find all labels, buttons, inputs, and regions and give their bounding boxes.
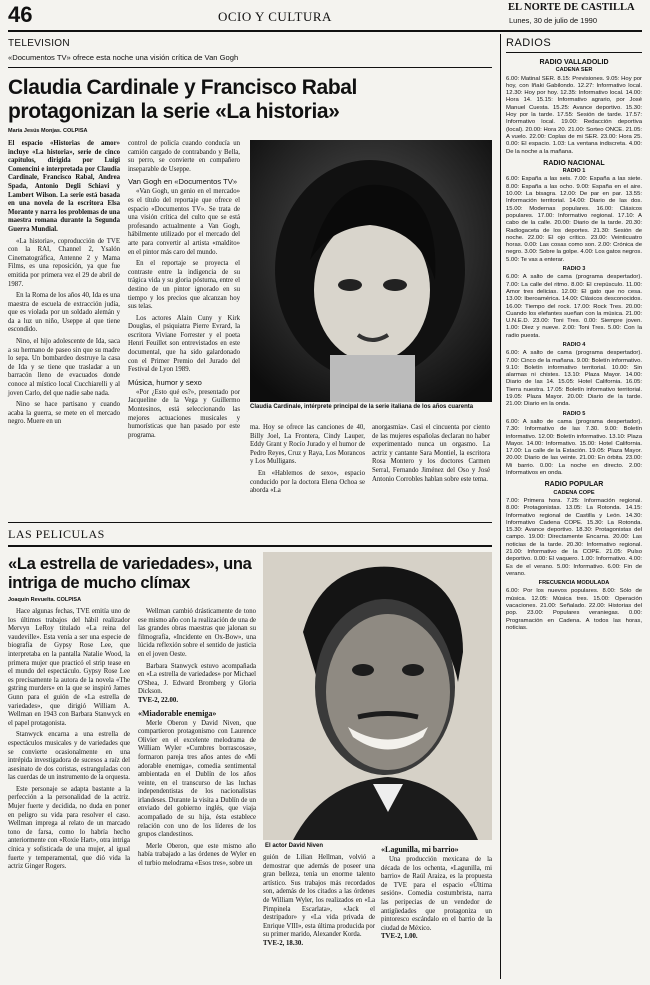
radio-schedule: 6.00: A salto de cama (programa despertador). 7.00: La calle del ritmo. 8.00: El crepúsculo. 11.00: Amor tres delicias. 12.00: El gato que no cesa. 13.00: Iberoamérica. 14.00: Clásicos desconocidos. 16.00: Tiempo del rock. 17.00: Rock Tres. 20.00: Cuando los elefantes sueñan con la música. 21.00: U.N.E.D. 23.00: Toni Tres. 0.00: Siempre joven. 1.00: Diez y nueve. 2.00: Toni Tres. 5.00: Con la radio puesta. [506, 274, 642, 339]
radio-station: RADIO POPULAR [544, 481, 604, 489]
radio-block [506, 411, 642, 478]
films-paragraph: Una producción mexicana de la década de los ochenta, «Lagunilla, mi barrio» de Raúl Araiza, es la propuesta de TVE para el espacio «Última sesión». Comedia costumbrista, narra las peripecias de un vendedor de antigüedades que protagoniza un pintoresco escándalo en el barrio de la ciudad de México. [381, 856, 492, 932]
lagunilla-subhead: «Lagunilla, mi barrio» [381, 845, 459, 854]
radio-block [506, 160, 642, 264]
radio-subheading: RADIO 1 [562, 168, 586, 175]
radio-subheading: RADIO 4 [562, 341, 586, 348]
films-byline: Joaquín Revuelta. COLPISA [8, 597, 82, 603]
tv-paragraph: Los actores Alain Cuny y Kirk Douglas, el psiquiatra Pierre Evrard, la escritora Viviane Forrester y el poeta Henri Feuillet son entrevistados en este documental, que ha sido galardonado con el Primer Premio del Jurado del Festival de Lyon 1989. [128, 314, 240, 374]
portrait-illustration [250, 140, 492, 402]
cardinale-caption: Claudia Cardinale, intérprete principal de la serie italiana de los años cuarenta [250, 404, 474, 410]
miadorable-subhead: «Miadorable enemiga» [138, 708, 217, 718]
films-headline: «La estrella de variedades», una intriga de mucho clímax [8, 555, 252, 592]
header-rule [8, 30, 642, 32]
tv-paragraph: «Van Gogh, un genio en el mercado» es el título del reportaje que ofrece el espacio «Documentos TV». Se trata de una visión crítica del culto que se está profesando actualmente a Van Gogh, hábilmente utilizado por el mercado del arte para convertir al artista «maldito» en el pintor más caro del mundo. [128, 188, 240, 256]
niven-photo [263, 552, 492, 840]
films-paragraph: guión de Lilian Hellman, volvió a demostrar que además de poseer una gran belleza, tenía un enorme talento artístico. Sus trabajos más recordados son, además de los citados a las órdenes de William Wyler, los realizados en «La Pimpinela Escarlata», «Jack el destripador» y «La vida privada de Enrique VIII», esta última producida por su primer marido, Alexander Korda. [263, 854, 375, 939]
radios-rule [506, 52, 642, 53]
tv-paragraph: Nino se hace partisano y cuando acaba la guerra, se mete en el mercado negro. Muere en un [8, 401, 120, 426]
tv-paragraph: «Por ¿Esto qué es?», presentado por Jacqueline de la Vega y Guillermo Montesinos, está seleccionando las mejores actuaciones musicales y humorísticas que han pasado por este programa. [128, 388, 240, 439]
newspaper-name: EL NORTE DE CASTILLA [508, 2, 635, 13]
tv-kicker: «Documentos TV» ofrece esta noche una visión crítica de Van Gogh [8, 53, 239, 62]
radio-station: RADIO VALLADOLID [539, 59, 609, 66]
radio-block [506, 580, 642, 632]
films-rule [8, 545, 492, 547]
films-column-2 [138, 608, 256, 872]
films-paragraph: Wellman cambió drásticamente de tono ese mismo año con la realización de una de las grandes obras maestras que jalonan su filmografía, «Incidente en Ox-Bow», una lúcida reflexión sobre el sentido de justicia en el joven Oeste. [138, 608, 256, 658]
radio-subheading: RADIO 3 [562, 266, 586, 273]
tv-rule [8, 67, 492, 68]
tv-paragraph: En la Roma de los años 40, Ida es una maestra de escuela de extracción judía, que es violada por un soldado alemán y da a luz un niño, Useppe al que tiene escondido. [8, 292, 120, 334]
films-paragraph: Merle Oberon y David Niven, que compartieron protagonismo con Laurence Olivier en el excelente melodrama de William Wyler «Cumbres borrascosas», formaron pareja tres años antes de «Mi adorable enemiga», comedia sentimental ambientada en el Dublín de los años veinte, en el transcurso de las luchas independentistas de los nacionalistas irlandeses. Durante la visita a Dublín de un enviado del gobierno inglés, que viaja acompañado de su hija, ésta establece relación con uno de los líderes de los grupos clandestinos. [138, 719, 256, 839]
radio-block [506, 342, 642, 409]
tv-column-4 [372, 424, 490, 487]
radio-schedule: 6.00: España a las seis. 7.00: España a las siete. 8.00: España a las ocho. 9.00: España en el aire. 10.00: La bisagra. 12.00: De par en par. 13.55: Información territorial. 14.00: Diario de las dos. 15.00: Modernas populares. 16.00: Clásicos populares. 17.00: Informativo regional. 17.10: A cabo de la calle. 20.00: Diario de la tarde. 20.30: Radiogaceta de los deportes. 21.30: Sesión de noche. 22.00: El ojo crítico. 23.00: Veinticuatro horas. 0.00: Las cosas como son. 2.00: Crónica de negro. 3.00: Sobre la golpe. 4.00: Los gatos negros. 5.00: Te vas a enterar. [506, 176, 642, 263]
films-column-1 [8, 608, 130, 875]
radio-subheading: RADIO 5 [562, 410, 586, 417]
films-paragraph: Merle Oberon, que este mismo año había trabajado a las órdenes de Wyler en el turbio melodrama «Esos tres», sobre un [138, 842, 256, 868]
radio-block [506, 59, 642, 156]
tv-paragraph: ma. Hoy se ofrece las canciones de 40, Billy Joel, La Frontera, Cindy Lauper, Eddy Grant y Rocío Jurado y el humor de Pedro Reyes, Cruz y Raya, Los Morancos y Los Mulligans. [250, 424, 365, 466]
radio-subheading: FRECUENCIA MODULADA [538, 580, 610, 587]
tv-section-label: TELEVISION [8, 38, 70, 49]
tv-paragraph: En «Hablemos de sexo», espacio conducido por la doctora Elena Ochoa se aborda «La [250, 469, 365, 495]
films-top-rule [8, 522, 492, 523]
tv-paragraph: «La historia», coproducción de TVE con la RAI, Channel 2, Ysalón Cinematográfica, Antenne 2 y Mama Films, es una reposición, ya que fue emitida por primera vez el 29 de abril de 1987. [8, 237, 120, 288]
films-paragraph: Stanwyck encarna a una estrella de espectáculos musicales y de variedades que se convierte ocasionalmente en una intrépida investigadora de sucesos a raíz del asesinato de dos coristas, estranguladas con las cuerdas de un instrumento de la orquesta. [8, 731, 130, 782]
films-paragraph: Barbara Stanwyck estuvo acompañada en «La estrella de variedades» por Michael O'Shea, J. Edward Bromberg y Gloria Dickson. [138, 662, 256, 696]
tv-byline: María Jesús Monjas. COLPISA [8, 128, 88, 134]
music-subhead: Música, humor y sexo [128, 377, 202, 387]
page-number: 46 [8, 2, 33, 27]
vangogh-subhead: Van Gogh en «Documentos TV» [128, 177, 238, 187]
tv-paragraph: control de policía cuando conducía un camión cargado de contrabando y Bella, su perro, se convierte en compañero inseparable de Useppe. [128, 140, 240, 173]
broadcast-tag: TVE-2, 22.00. [138, 696, 179, 704]
radio-block [506, 481, 642, 578]
radio-schedule: 6.00: A salto de cama (programa despertador). 7.30: Informativo de las 7.30. 9.00: Boletín informativo. 12.00: Boletín informativo. 13.10: Plaza Mayor. 14.00: Informativo. 15.00: Hotel California. 17.00: La calle de la Estación. 19.05: Plaza Mayor. 20.00: Diario de las veinte. 21.00: En órbita. 23.00: Mi barrio. 0.00: La noche en directo. 2.00: Informativos en onda. [506, 418, 642, 477]
tv-column-1 [8, 140, 120, 430]
broadcast-tag: TVE-2, 18.30. [263, 939, 304, 947]
tv-column-2 [128, 140, 240, 443]
radio-schedule: 6.00: Matinal SER. 8.15: Previsiones. 9.05: Hoy por hoy, con Iñaki Gabilondo. 12.27: Informativo local. 12.30: Hoy por hoy. 12.35: Informativo local. 14.00: Hora 14. 15.15: Informativo agrario, por José Manuel Cuesta. 15.25: Avance deportivo. 15.30: Hoy por la tarde. 17.55: Sesión de tarde. 17.57: Informativo local. 19.00: Redacción deportiva (local). 20.00: Hora 20. 21.00: Sorteo ONCE. 21.05: A vuelo. 22.00: Coplas de mi SER. 23.00: Hora 25. 0.00: El espacio. 1.03: La ventana indiscreta. 4.00: De la noche a la mañana. [506, 75, 642, 155]
films-paragraph: Este personaje se adapta bastante a la perfección a la personalidad de la actriz. Mujer fuerte y decidida, no duda en poner en peligro su vida para resolver el caso. Wellman imprega al relato de un marcado tono de farsa, como lo habría hecho anteriormente con «Roxie Hart», otra intriga cínica y sofisticada de una mujer, al igual fuerte y temperamental, que dió vida la actriz Ginger Rogers. [8, 785, 130, 871]
niven-caption: El actor David Niven [265, 843, 324, 849]
broadcast-tag: TVE-2, 1.00. [381, 933, 418, 941]
films-column-4 [381, 842, 492, 945]
radios-title: RADIOS [506, 37, 552, 49]
portrait-illustration [263, 552, 492, 840]
radio-schedule: 6.00: Por los nuevos populares. 8.00: Sólo de música. 12.05: Música tres. 15.00: Operación vacaciones. 21.00: Señalado. 22.00: Historias del pop. 23.00: Populares veraniegas. 0.00: Programación en Cadena. A todos las horas, noticias. [506, 588, 642, 631]
films-section-label: LAS PELICULAS [8, 527, 105, 541]
tv-lead: El espacio «Historias de amor» incluye «La historia», serie de cinco capítulos, dirigida por Luigi Comencini e interpretada por Claudia Cardinale, Francisco Rabal, Andrea Spada, Antonio Degli Schiavi y Lambert Wilson. La serie está basada en una novela de la escritora Elsa Morante y narra los problemas de una maestra romana durante la Segunda Guerra Mundial. [8, 140, 120, 233]
tv-paragraph: En el reportaje se proyecta el contraste entre la indigencia de su trágica vida y su gloria póstuma, entre el destino de un pintor ignorado en su tiempo y los precios que alcanzan hoy sus telas. [128, 260, 240, 311]
radio-subheading: CADENA SER [555, 67, 593, 74]
tv-paragraph: anorgasmia». Casi el cincuenta por ciento de las mujeres españolas declaran no haber experimentado nunca un orgasmo. La actriz y cantante Sara Montiel, la escritora Rosa Montero y los doctores Carmen Serral, Fernando Jiménez del Oso y José Antonio Corrobles hablan sobre este tema. [372, 424, 490, 483]
sidebar-divider [500, 34, 501, 979]
radio-station: RADIO NACIONAL [543, 159, 605, 167]
section-title: OCIO Y CULTURA [218, 9, 332, 24]
films-column-3 [263, 854, 375, 952]
radio-block [506, 266, 642, 340]
radio-subheading: CADENA COPE [553, 489, 595, 496]
radio-listings [506, 55, 642, 634]
radio-schedule: 7.00: Primera hora. 7.25: Información regional. 8.00: Protagonistas. 13.05: La Rotonda. 14.15: Informativo regional de Castilla y León. 14.30: Informativo Cadena COPE. 15.30: La Rotonda. 15.30: Avance deportivo. 18.30: Protagonistas del campo. 19.00: Directamente Encarna. 20.00: Las noticias de la tarde. 20.30: Informativo regional. 21.00: Informativo de la COPE. 21.05: Pulso deportivo. 0.00: El vaquero. 1.00: Informativo. 4.00: Es de el verano. 5.00: Informativo. 6.00: Fin de verano. [506, 497, 642, 577]
issue-date: Lunes, 30 de julio de 1990 [509, 16, 597, 25]
cardinale-photo [250, 140, 492, 402]
tv-headline: Claudia Cardinale y Francisco Rabal protagonizan la serie «La historia» [8, 76, 357, 123]
radio-schedule: 6.00: A salto de cama (programa despertador). 7.00: Cinco de la mañana. 9.00: Boletín informativo. 9.10: Boletín informativo territorial. 10.00: Sin alarmas ni chistes. 13.10: Plaza Mayor. 14.00: Diario de las 14. 15.05: Hotel California. 16.05: Tierra nuestra. 17.05: Boletín informativo territorial. 19.05: Plaza Mayor. 20.00: Diario de la tarde. 21.00: Diario en la onda. [506, 350, 642, 408]
films-paragraph: Hace algunas fechas, TVE emitía uno de los últimos trabajos del hábil realizador Mervyn LeRoy titulado «La reina del vaudeville». Esta venía a ser una especie de biografía de Gypsy Rose Lee, que interpretaba en la pantalla Natalie Wood, la primera mujer que practicó el strip tease en el mundo del espectáculo. Gypsy Rose Lee es precisamente la autora de la novela «The gstring murders» en la que se inspiró James Gunn para el guión de «La estrella de variedades», que dirigió William A. Wellman en 1943 con Barbara Stanwyck en el papel protagonista. [8, 608, 130, 727]
tv-paragraph: Nino, el hijo adolescente de Ida, saca a su hermano de paseo sin que su madre lo sepa. Un bombardeo destruye la casa de Ida y se tiene que trasladar a un barracón lleno de evacuados donde conoce al místico local Cucchiarelli y al joven Carlo, del que nadie sabe nada. [8, 338, 120, 397]
tv-column-3 [250, 424, 365, 499]
